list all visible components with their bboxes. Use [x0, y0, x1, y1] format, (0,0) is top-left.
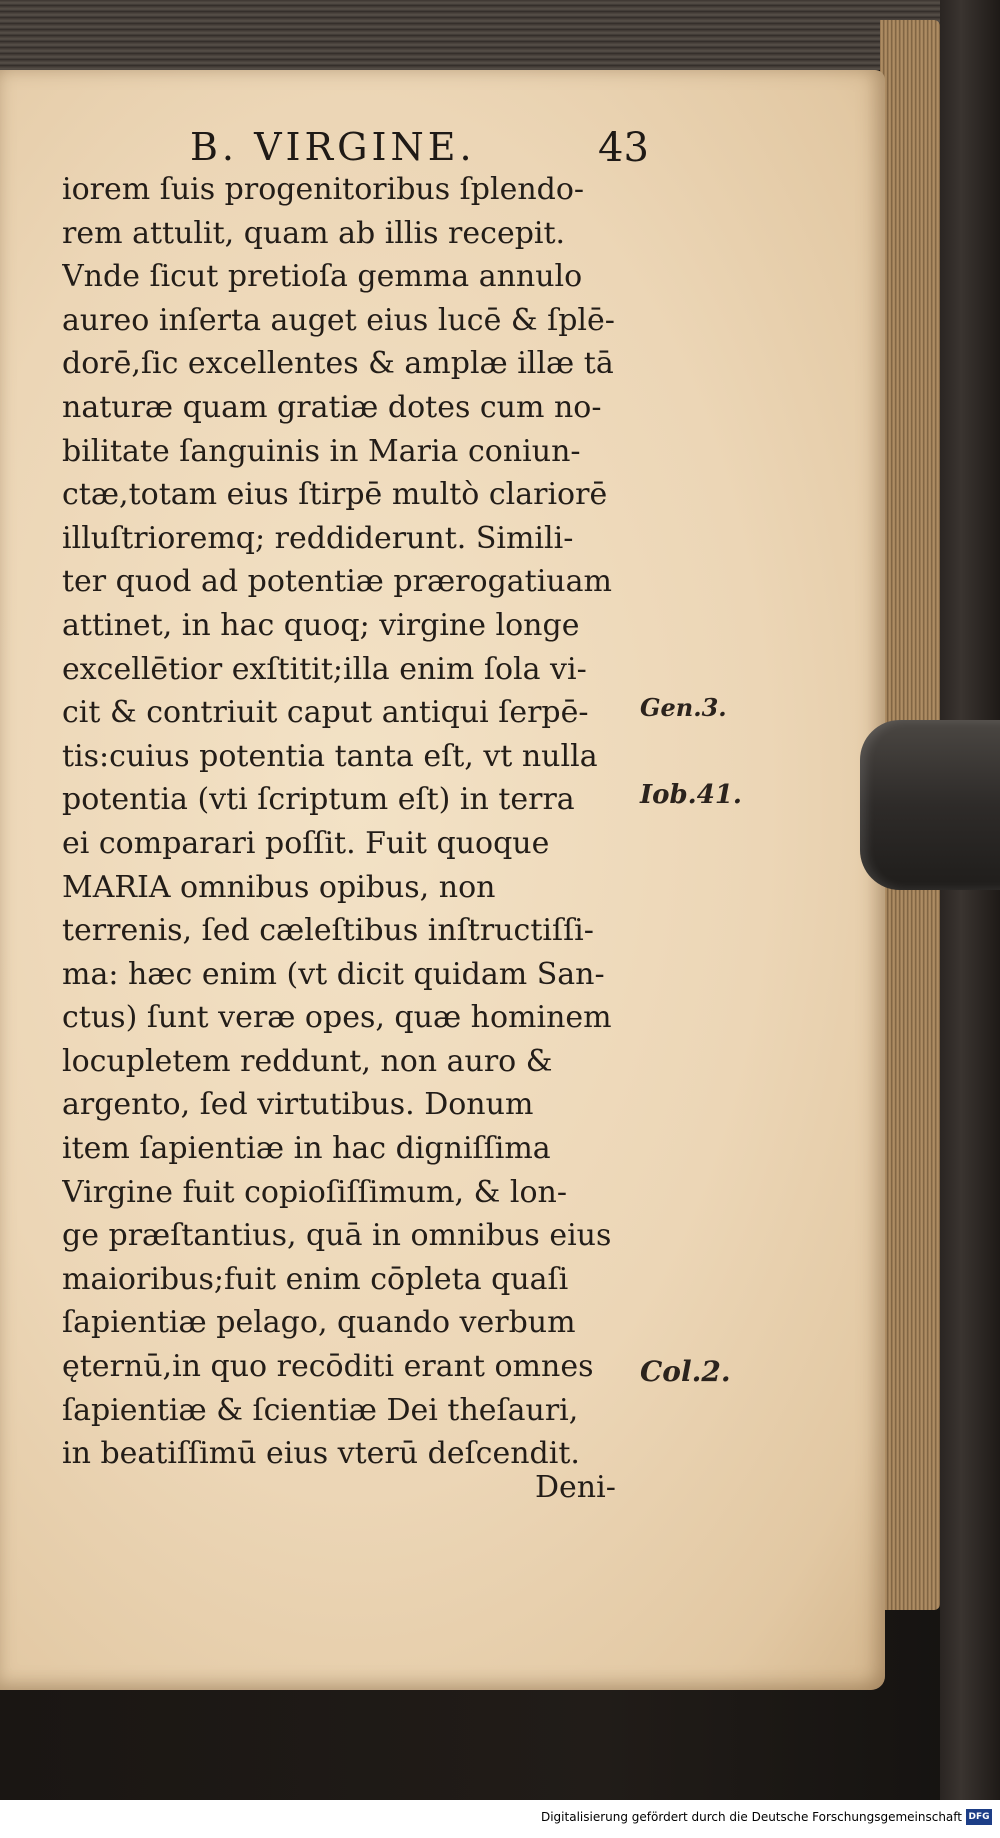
text-line: ſapientiæ pelago, quando verbum [62, 1305, 576, 1341]
margin-note-gen: Gen.3. [640, 693, 727, 722]
body-text [62, 168, 642, 1476]
text-line: potentia (vti ſcriptum eſt) in terra [62, 782, 575, 818]
text-line: MARIA omnibus opibus, non [62, 869, 496, 905]
text-line: excellētior exſtitit;illa enim ſola vi- [62, 651, 587, 687]
text-line: maioribus;fuit enim cōpleta quaſi [62, 1261, 569, 1297]
text-line: tis:cuius potentia tanta eſt, vt nulla [62, 738, 598, 774]
text-line: attinet, in hac quoq; virgine longe [62, 607, 580, 643]
text-line: ſapientiæ & ſcientiæ Dei theſauri, [62, 1392, 579, 1428]
text-line: iorem ſuis progenitoribus ſplendo- [62, 172, 585, 207]
page-number: 43 [598, 125, 649, 171]
text-line: terrenis, ſed cæleſtibus inſtructiſſi- [62, 913, 594, 949]
text-line: argento, ſed virtutibus. Donum [62, 1087, 534, 1123]
text-line: naturæ quam gratiæ dotes cum no- [62, 389, 602, 425]
text-line: Vnde ſicut pretioſa gemma annulo [62, 259, 583, 295]
text-line: ctæ,totam eius ſtirpē multò clariorē [62, 477, 608, 513]
running-head: B. VIRGINE. [190, 125, 476, 169]
catchword: Deni- [535, 1470, 616, 1505]
text-line: dorē,ſic excellentes & amplæ illæ tā [62, 346, 614, 382]
text-line: in beatiſſimū eius vterū deſcendit. [62, 1436, 580, 1472]
digitization-footer [0, 1800, 1000, 1838]
text-line: ge præſtantius, quā in omnibus eius [62, 1218, 612, 1254]
text-line: item ſapientiæ in hac digniſſima [62, 1131, 551, 1167]
text-line: illuſtrioremq; reddiderunt. Simili- [62, 520, 574, 556]
margin-note-iob: Iob.41. [640, 780, 742, 810]
text-line: rem attulit, quam ab illis recepit. [62, 215, 566, 251]
book-cover-edge [940, 0, 1000, 1800]
text-line: ma: hæc enim (vt dicit quidam San- [62, 956, 605, 992]
text-line: bilitate ſanguinis in Maria coniun- [62, 433, 581, 469]
margin-note-col: Col.2. [640, 1355, 731, 1388]
dfg-logo: DFG [966, 1809, 992, 1825]
book-page [0, 70, 885, 1690]
book-clasp [860, 720, 1000, 890]
footer-credit: Digitalisierung gefördert durch die Deutsche Forschungsgemeinschaft [540, 1810, 962, 1824]
book-top-edge [0, 0, 960, 70]
text-line: locupletem reddunt, non auro & [62, 1043, 553, 1079]
text-line: ctus) ſunt veræ opes, quæ hominem [62, 1000, 612, 1036]
text-line: ter quod ad potentiæ prærogatiuam [62, 564, 612, 600]
text-line: Virgine fuit copioſiſſimum, & lon- [62, 1174, 567, 1210]
text-line: ei comparari poſſit. Fuit quoque [62, 825, 550, 861]
text-line: aureo inſerta auget eius lucē & ſplē- [62, 302, 615, 338]
text-line: ęternū,in quo recōditi erant omnes [62, 1349, 594, 1385]
text-line: cit & contriuit caput antiqui ſerpē- [62, 695, 589, 731]
